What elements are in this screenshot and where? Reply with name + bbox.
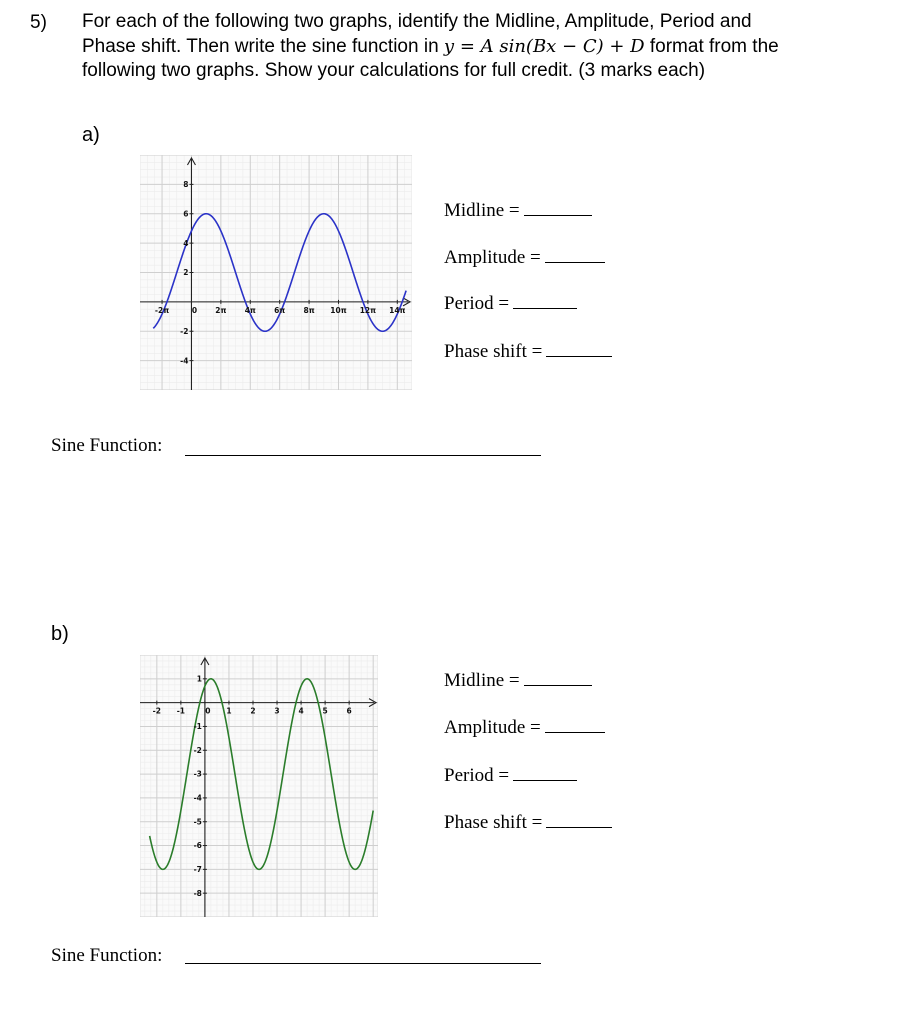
y-tick-label: 8 — [183, 180, 189, 189]
part-b-phase-shift — [444, 812, 612, 834]
x-tick-label: -2π — [154, 305, 170, 315]
formula: y = A sin(Bx − C) + D — [443, 35, 645, 57]
y-tick-label: -6 — [193, 841, 202, 851]
graph-a — [140, 155, 412, 390]
part-a-sine-function-blank[interactable] — [185, 455, 541, 456]
period-blank[interactable] — [513, 294, 577, 309]
prompt-line-2 — [82, 35, 872, 60]
y-tick-label: 6 — [183, 209, 189, 219]
y-tick-label: -2 — [180, 326, 189, 336]
amplitude-label: Amplitude = — [444, 717, 541, 738]
amplitude-blank[interactable] — [545, 718, 605, 733]
period-label: Period = — [444, 293, 510, 314]
midline-blank[interactable] — [524, 671, 592, 686]
y-tick-label: -4 — [193, 793, 202, 803]
x-tick-label: 8π — [303, 305, 315, 315]
x-tick-label: 0 — [191, 305, 198, 315]
part-b-period — [444, 765, 577, 787]
part-a-phase-shift — [444, 341, 612, 363]
x-tick-label: 6π — [274, 305, 286, 315]
x-tick-label: 3 — [274, 706, 280, 716]
y-tick-label: -3 — [193, 769, 202, 779]
midline-label: Midline = — [444, 670, 520, 691]
amplitude-blank[interactable] — [545, 248, 605, 263]
y-tick-label: 2 — [183, 268, 189, 278]
part-b-sine-function-blank[interactable] — [185, 963, 541, 964]
question-number: 5) — [30, 12, 47, 33]
x-tick-label: 2 — [250, 706, 256, 716]
prompt-line-2-start: Phase shift. Then write the sine function in — [82, 35, 444, 57]
x-tick-label: 12π — [359, 305, 377, 315]
phase-shift-label: Phase shift = — [444, 341, 543, 362]
x-tick-label: 6 — [346, 706, 352, 716]
part-a-midline — [444, 200, 592, 222]
prompt-line-1: For each of the following two graphs, identify the Midline, Amplitude, Period and — [82, 11, 752, 32]
graph-b — [140, 655, 378, 917]
x-tick-label: 2π — [215, 305, 227, 315]
period-blank[interactable] — [513, 766, 577, 781]
part-a-amplitude — [444, 247, 605, 269]
x-tick-label: 4π — [244, 305, 256, 315]
x-tick-label: -1 — [176, 706, 186, 716]
y-tick-label: -1 — [193, 722, 202, 732]
part-b-label: b) — [51, 623, 69, 645]
prompt-line-2-end: format from the — [644, 35, 779, 57]
y-tick-label: -2 — [193, 745, 202, 755]
part-b-sine-function-label: Sine Function: — [51, 945, 163, 966]
part-a-label: a) — [82, 124, 100, 146]
question-prompt — [82, 10, 872, 84]
prompt-line-3: following two graphs. Show your calculations for full credit. (3 marks each) — [82, 60, 706, 81]
y-tick-label: 1 — [196, 674, 202, 684]
part-b-midline — [444, 670, 592, 692]
phase-shift-blank[interactable] — [546, 813, 612, 828]
part-a-sine-function-label: Sine Function: — [51, 435, 163, 456]
phase-shift-blank[interactable] — [546, 342, 612, 357]
midline-label: Midline = — [444, 200, 520, 221]
x-tick-label: 5 — [322, 706, 328, 716]
phase-shift-label: Phase shift = — [444, 812, 543, 833]
x-tick-label: 0 — [205, 706, 211, 716]
x-tick-label: -2 — [152, 706, 162, 716]
x-tick-label: 14π — [389, 305, 406, 315]
y-tick-label: -8 — [193, 888, 202, 898]
x-tick-label: 4 — [298, 706, 304, 716]
amplitude-label: Amplitude = — [444, 247, 541, 268]
x-tick-label: 1 — [226, 706, 232, 716]
y-tick-label: -4 — [180, 356, 189, 366]
part-b-amplitude — [444, 717, 605, 739]
period-label: Period = — [444, 765, 510, 786]
x-tick-label: 10π — [330, 305, 347, 315]
y-tick-label: 4 — [183, 238, 189, 248]
y-tick-label: -5 — [193, 817, 202, 827]
y-tick-label: -7 — [193, 864, 202, 874]
part-a-period — [444, 293, 577, 315]
midline-blank[interactable] — [524, 201, 592, 216]
